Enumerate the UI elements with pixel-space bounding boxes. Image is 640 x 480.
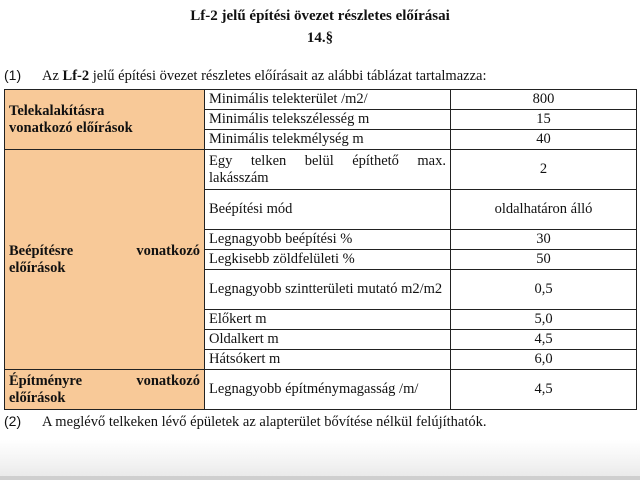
row-value: oldalhatáron álló [451, 190, 637, 230]
row-value: 30 [451, 230, 637, 250]
page-bottom-fade [0, 440, 640, 480]
row-label: Előkert m [205, 310, 451, 330]
row-value: 50 [451, 250, 637, 270]
paragraph-number: (2) [4, 413, 22, 429]
row-label: Legnagyobb beépítési % [205, 230, 451, 250]
row-label: Minimális telekmélység m [205, 130, 451, 150]
row-label: Egy telken belül építhető max. lakásszám [205, 150, 451, 190]
row-value: 800 [451, 90, 637, 110]
page-bottom-edge [0, 476, 640, 480]
category-label: előírások [9, 259, 66, 276]
category-cell-building [5, 150, 205, 370]
row-label: Minimális telekterület /m2/ [205, 90, 451, 110]
row-label: Oldalkert m [205, 330, 451, 350]
paragraph-1 [4, 66, 486, 85]
row-value: 4,5 [451, 330, 637, 350]
table-row [5, 370, 637, 410]
paragraph-text-before: Az [42, 68, 63, 84]
paragraph-2 [4, 412, 487, 431]
category-label: előírások [9, 389, 66, 406]
category-cell-structure [5, 370, 205, 410]
regulation-table [4, 89, 637, 410]
row-value: 40 [451, 130, 637, 150]
row-value: 0,5 [451, 270, 637, 310]
row-label: Beépítési mód [205, 190, 451, 230]
section-number: 14.§ [306, 30, 334, 46]
row-label: Legnagyobb építménymagasság /m/ [205, 370, 451, 410]
paragraph-number: (1) [4, 67, 22, 83]
table-row [5, 90, 637, 110]
row-label: Legnagyobb szintterületi mutató m2/m2 [205, 270, 451, 310]
row-label: Minimális telekszélesség m [205, 110, 451, 130]
category-label: Beépítésre vonatkozó [9, 242, 200, 259]
row-value: 2 [451, 150, 637, 190]
paragraph-text: A meglévő telkeken lévő épületek az alapterület bővítése nélkül felújíthatók. [42, 414, 487, 430]
row-value: 5,0 [451, 310, 637, 330]
document-title: Lf-2 jelű építési övezet részletes előírásai [190, 8, 450, 24]
row-label: Hátsókert m [205, 350, 451, 370]
category-label: Telekalakításra [9, 102, 105, 119]
row-label: Legkisebb zöldfelületi % [205, 250, 451, 270]
table-row [5, 150, 637, 190]
category-cell-parcel [5, 90, 205, 150]
row-value: 4,5 [451, 370, 637, 410]
category-label: Építményre vonatkozó [9, 372, 200, 389]
row-value: 6,0 [451, 350, 637, 370]
paragraph-text-after: jelű építési övezet részletes előírásait az alábbi táblázat tartalmazza: [89, 68, 487, 84]
category-label: vonatkozó előírások [9, 119, 133, 136]
row-value: 15 [451, 110, 637, 130]
zone-code: Lf-2 [62, 68, 90, 84]
